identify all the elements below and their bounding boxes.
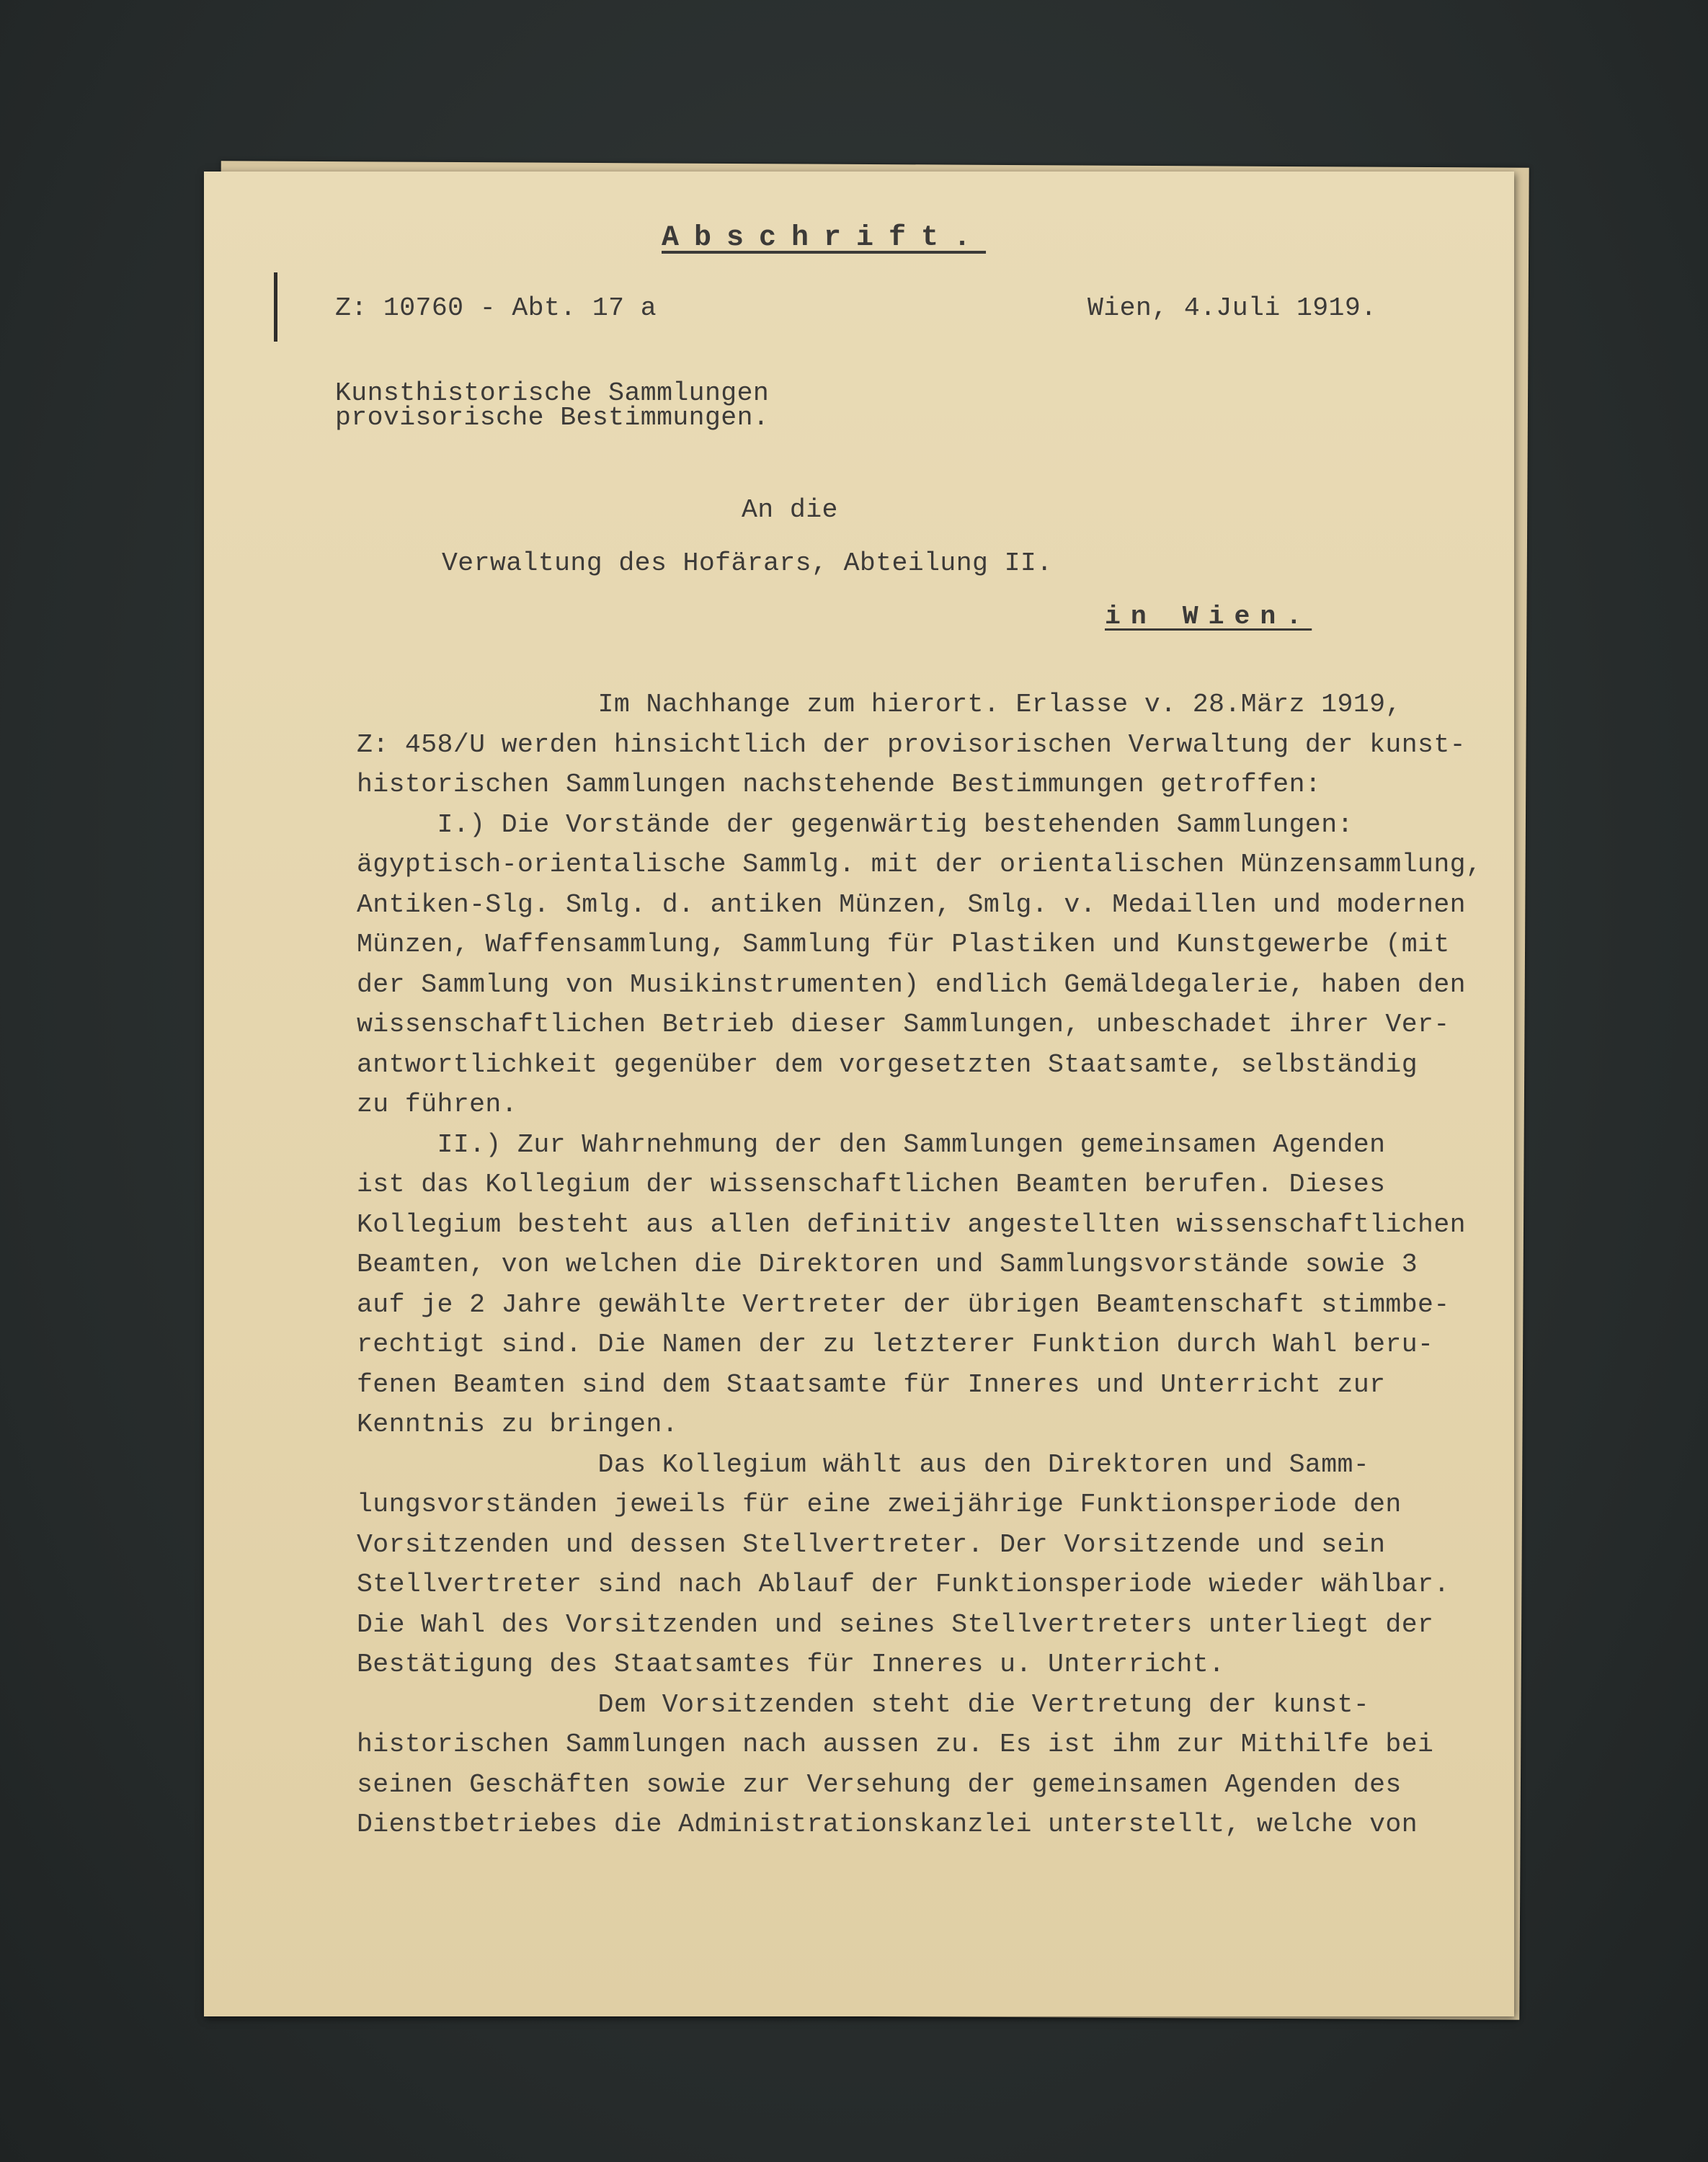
body-line: I.) Die Vorstände der gegenwärtig bestehenden Sammlungen: [357,809,1353,840]
body-line: Dem Vorsitzenden steht die Vertretung der kunst- [357,1689,1370,1720]
body-line: rechtigt sind. Die Namen der zu letzterer Funktion durch Wahl beru- [357,1330,1434,1359]
body-line: Münzen, Waffensammlung, Sammlung für Plastiken und Kunstgewerbe (mit [357,930,1450,959]
body-line: Vorsitzenden und dessen Stellvertreter. Der Vorsitzende und sein [357,1529,1386,1560]
body-line: auf je 2 Jahre gewählte Vertreter der übrigen Beamtenschaft stimmbe- [357,1289,1450,1320]
body-line: der Sammlung von Musikinstrumenten) endlich Gemäldegalerie, haben den [357,969,1466,1000]
body-line: historischen Sammlungen nach aussen zu. Es ist ihm zur Mithilfe bei [357,1730,1434,1759]
body-line: fenen Beamten sind dem Staatsamte für Inneres und Unterricht zur [357,1369,1386,1400]
body-line: Z: 458/U werden hinsichtlich der provisorischen Verwaltung der kunst- [357,729,1466,760]
subject-line: provisorische Bestimmungen. [335,403,770,432]
body-line: Dienstbetriebes die Administrationskanzlei unterstellt, welche von [357,1810,1418,1839]
body-line: seinen Geschäften sowie zur Versehung der gemeinsamen Agenden des [357,1769,1402,1800]
body-line: Im Nachhange zum hierort. Erlasse v. 28.März 1919, [357,690,1402,719]
body-line: zu führen. [357,1090,518,1119]
body-line: ist das Kollegium der wissenschaftlichen Beamten berufen. Dieses [357,1170,1386,1199]
body-line: antwortlichkeit gegenüber dem vorgesetzten Staatsamte, selbständig [357,1049,1418,1080]
body-line: Beamten, von welchen die Direktoren und Sammlungsvorstände sowie 3 [357,1250,1418,1279]
typewritten-page [204,172,1514,2016]
body-line: Die Wahl des Vorsitzenden und seines Stellvertreters unterliegt der [357,1609,1434,1640]
body-line: Kenntnis zu bringen. [357,1410,679,1439]
addressee-name: Verwaltung des Hofärars, Abteilung II. [442,548,1053,578]
body-line: Das Kollegium wählt aus den Direktoren und Samm- [357,1449,1370,1480]
body-line: II.) Zur Wahrnehmung der den Sammlungen gemeinsamen Agenden [357,1129,1386,1160]
body-line: Kollegium besteht aus allen definitiv angestellten wissenschaftlichen [357,1209,1466,1240]
body-line: Antiken-Slg. Smlg. d. antiken Münzen, Smlg. v. Medaillen und modernen [357,889,1466,920]
addressee-city: in Wien. [1105,602,1312,631]
body-line: wissenschaftlichen Betrieb dieser Sammlungen, unbeschadet ihrer Ver- [357,1010,1450,1039]
body-line: Stellvertreter sind nach Ablauf der Funktionsperiode wieder wählbar. [357,1570,1450,1599]
body-line: Bestätigung des Staatsamtes für Inneres u. Unterricht. [357,1650,1225,1679]
body-line: historischen Sammlungen nachstehende Bestimmungen getroffen: [357,770,1322,799]
margin-mark [274,272,277,342]
document-title: Abschrift. [662,222,987,254]
body-line: ägyptisch-orientalische Sammlg. mit der orientalischen Münzensammlung, [357,850,1482,879]
addressee-to: An die [742,495,838,525]
reference-number: Z: 10760 - Abt. 17 a [335,293,657,323]
subject-line: Kunsthistorische Sammlungen [335,378,770,408]
document-date: Wien, 4.Juli 1919. [1087,293,1377,323]
body-line: lungsvorständen jeweils für eine zweijährige Funktionsperiode den [357,1490,1402,1519]
